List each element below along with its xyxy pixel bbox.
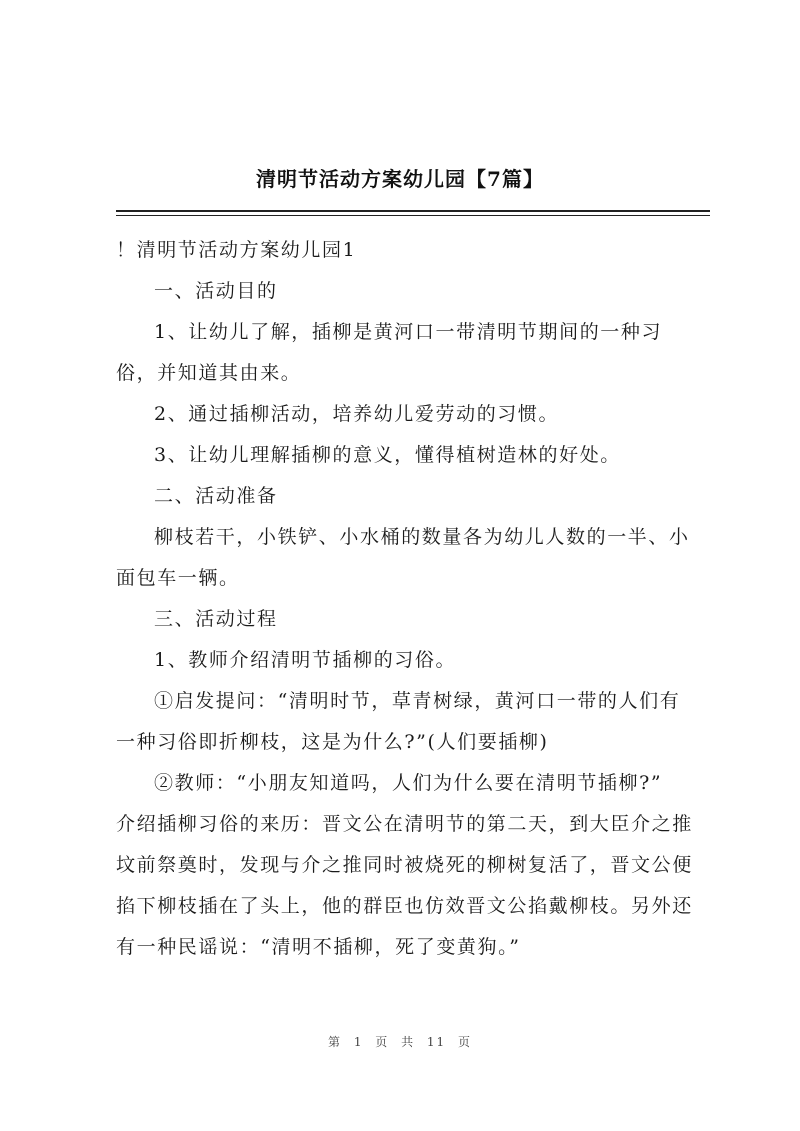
document-line: 3、让幼儿理解插柳的意义，懂得植树造林的好处。 bbox=[154, 444, 621, 466]
document-line: 二、活动准备 bbox=[154, 485, 278, 507]
document-line: 面包车一辆。 bbox=[116, 567, 240, 589]
document-line: 一种习俗即折柳枝，这是为什么?”(人们要插柳) bbox=[116, 731, 549, 753]
document-title: 清明节活动方案幼儿园【7篇】 bbox=[256, 167, 544, 191]
title-underline bbox=[116, 210, 710, 212]
title-underline-thin bbox=[116, 215, 710, 216]
document-line: 2、通过插柳活动，培养幼儿爱劳动的习惯。 bbox=[154, 403, 560, 425]
document-line: 1、让幼儿了解，插柳是黄河口一带清明节期间的一种习 bbox=[154, 321, 663, 343]
document-line: 俗，并知道其由来。 bbox=[116, 362, 302, 384]
document-line: 介绍插柳习俗的来历：晋文公在清明节的第二天，到大臣介之推 bbox=[116, 813, 693, 835]
document-line: 有一种民谣说：“清明不插柳，死了变黄狗。” bbox=[116, 936, 521, 958]
document-line: 坟前祭奠时，发现与介之推同时被烧死的柳树复活了，晋文公便 bbox=[116, 854, 693, 876]
document-line: 三、活动过程 bbox=[154, 608, 278, 630]
document-line: 一、活动目的 bbox=[154, 280, 278, 302]
document-line: 1、教师介绍清明节插柳的习俗。 bbox=[154, 649, 457, 671]
document-line: ！清明节活动方案幼儿园1 bbox=[116, 239, 357, 261]
page-footer: 第 1 页 共 11 页 bbox=[328, 1035, 472, 1049]
document-line: 掐下柳枝插在了头上，他的群臣也仿效晋文公掐戴柳枝。另外还 bbox=[116, 895, 693, 917]
document-line: ①启发提问：“清明时节，草青树绿，黄河口一带的人们有 bbox=[154, 690, 681, 712]
document-line: 柳枝若干，小铁铲、小水桶的数量各为幼儿人数的一半、小 bbox=[154, 526, 690, 548]
document-line: ②教师：“小朋友知道吗，人们为什么要在清明节插柳?” bbox=[154, 772, 663, 794]
document-body bbox=[116, 230, 712, 968]
